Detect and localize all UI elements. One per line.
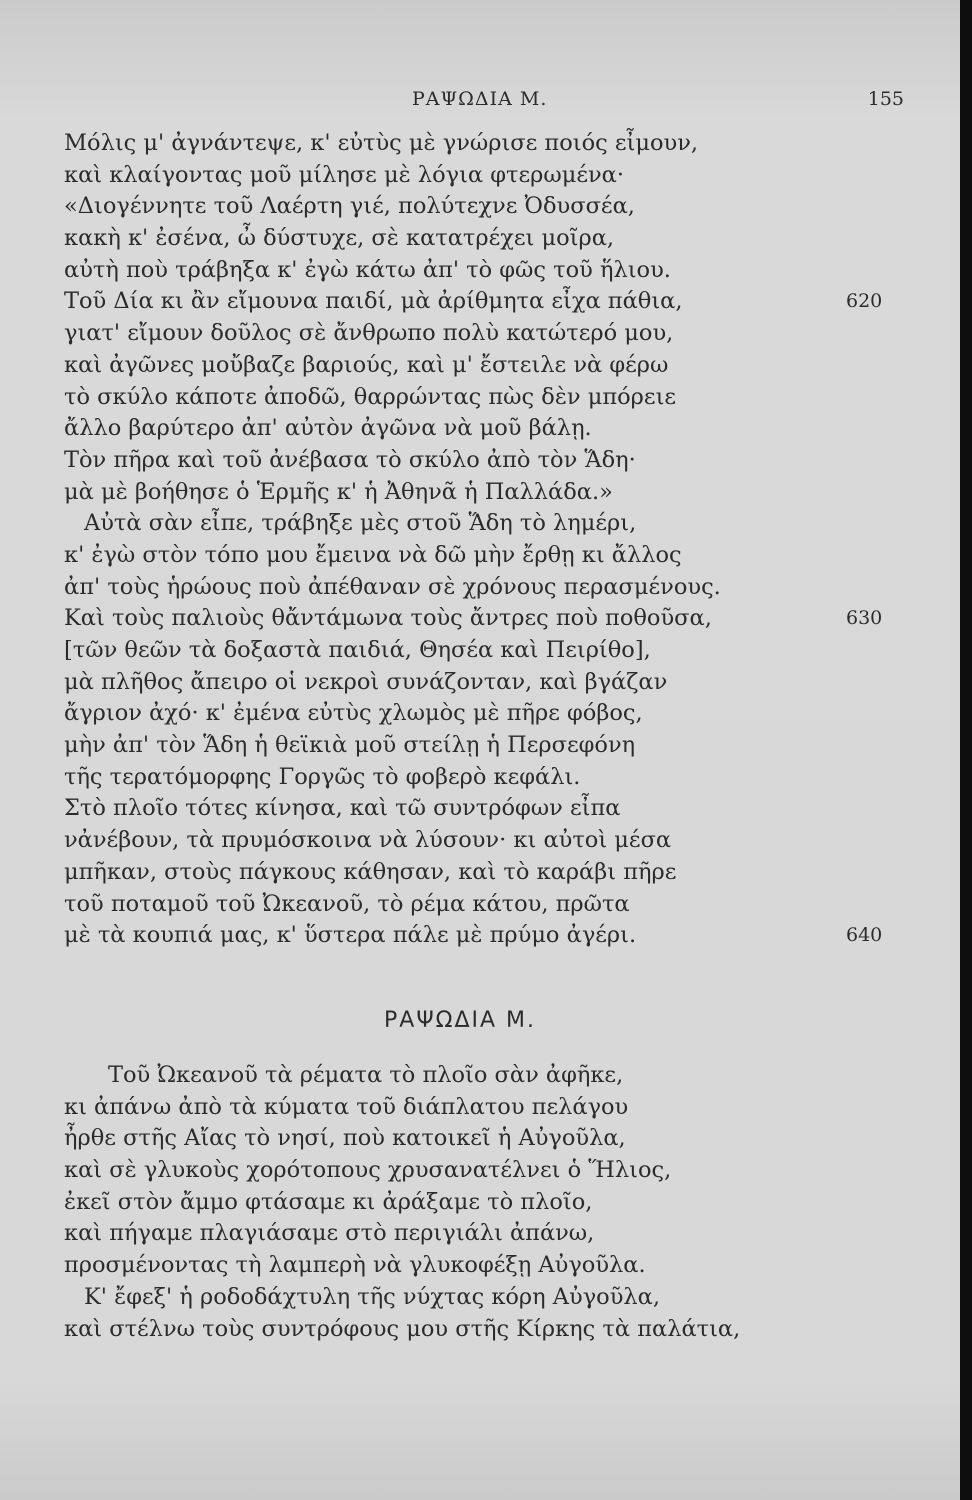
verse-line xyxy=(64,382,824,414)
verse-line xyxy=(64,730,824,762)
verse-text: μὴν ἀπ' τὸν Ἅδη ἡ θεϊκιὰ μοῦ στείλῃ ἡ Περσεφόνη xyxy=(64,732,636,759)
verse-text: «Διογέννητε τοῦ Λαέρτη γιέ, πολύτεχνε Ὀδυσσέα, xyxy=(64,193,635,220)
verse-line xyxy=(64,160,824,192)
verse-text: Κ' ἔφεξ' ἡ ροδοδάχτυλη τῆς νύχτας κόρη Αὐγοῦλα, xyxy=(84,1283,660,1310)
verse-text: κι ἀπάνω ἀπὸ τὰ κύματα τοῦ διάπλατου πελάγου xyxy=(64,1093,629,1120)
verse-text: καὶ σὲ γλυκοὺς χορότοπους χρυσανατέλνει ὁ Ἥλιος, xyxy=(64,1157,672,1184)
verse-line xyxy=(64,1155,824,1187)
verse-line xyxy=(64,255,824,287)
verse-text: ἄγριον ἀχό· κ' ἐμένα εὐτὺς χλωμὸς μὲ πῆρε φόβος, xyxy=(64,700,643,727)
verse-line xyxy=(64,667,824,699)
verse-line xyxy=(64,1250,824,1282)
verse-text: Τοῦ Ὠκεανοῦ τὰ ρέματα τὸ πλοῖο σὰν ἀφῆκε, xyxy=(108,1062,624,1088)
verse-text: Μόλις μ' ἀγνάντεψε, κ' εὐτὺς μὲ γνώρισε ποιός εἶμουν, xyxy=(64,130,699,156)
verse-line xyxy=(64,1187,824,1219)
page-edge-shadow xyxy=(960,0,972,1500)
verse-line xyxy=(64,350,824,382)
verse-line xyxy=(64,825,824,857)
verse-line xyxy=(64,572,824,604)
verse-text: μὰ μὲ βοήθησε ὁ Ἑρμῆς κ' ἡ Ἀθηνᾶ ἡ Παλλάδα.» xyxy=(64,478,613,505)
verse-line xyxy=(64,635,824,667)
verse-text: αὐτὴ ποὺ τράβηξα κ' ἐγὼ κάτω ἀπ' τὸ φῶς τοῦ ἥλιου. xyxy=(64,256,671,283)
verse-text: καὶ κλαίγοντας μοῦ μίλησε μὲ λόγια φτερωμένα· xyxy=(64,161,624,188)
verse-line xyxy=(64,477,824,509)
verse-line xyxy=(64,920,883,952)
verse-line xyxy=(64,762,824,794)
verse-text: τὸ σκύλο κάποτε ἀποδῶ, θαρρώντας πὼς δὲν μπόρειε xyxy=(64,383,677,410)
verse-block-end-of-book-11 xyxy=(64,128,883,952)
verse-text: ἐκεῖ στὸν ἄμμο φτάσαμε κι ἀράξαμε τὸ πλοῖο, xyxy=(64,1188,593,1215)
verse-line xyxy=(64,223,824,255)
verse-text: μπῆκαν, στοὺς πάγκους κάθησαν, καὶ τὸ καράβι πῆρε xyxy=(64,858,677,885)
verse-text: προσμένοντας τὴ λαμπερὴ νὰ γλυκοφέξῃ Αὐγοῦλα. xyxy=(64,1252,646,1279)
verse-line xyxy=(64,857,824,889)
verse-text: κακὴ κ' ἐσένα, ὦ δύστυχε, σὲ κατατρέχει μοῖρα, xyxy=(64,225,615,252)
running-title: ΡΑΨΩΔΙΑ Μ. xyxy=(412,88,548,110)
verse-line xyxy=(64,286,883,318)
verse-text: μὲ τὰ κουπιά μας, κ' ὕστερα πάλε μὲ πρύμο ἀγέρι. xyxy=(64,922,637,949)
verse-text: καὶ πήγαμε πλαγιάσαμε στὸ περιγιάλι ἀπάνω, xyxy=(64,1220,595,1247)
verse-text: καὶ ἀγῶνες μοὔβαζε βαριούς, καὶ μ' ἔστειλε νὰ φέρω xyxy=(64,351,669,378)
verse-text: μὰ πλῆθος ἄπειρο οἱ νεκροὶ συνάζονταν, καὶ βγάζαν xyxy=(64,668,668,695)
verse-text: κ' ἐγὼ στὸν τόπο μου ἔμεινα νὰ δῶ μὴν ἔρθῃ κι ἄλλος xyxy=(64,541,682,568)
verse-line xyxy=(64,1123,824,1155)
verse-line xyxy=(64,540,824,572)
running-head xyxy=(0,88,960,118)
verse-text: [τῶν θεῶν τὰ δοξαστὰ παιδιά, Θησέα καὶ Πειρίθο], xyxy=(64,637,651,663)
verse-line xyxy=(64,191,824,223)
verse-text: ἦρθε στῆς Αἴας τὸ νησί, ποὺ κατοικεῖ ἡ Αὐγοῦλα, xyxy=(64,1125,626,1152)
verse-line xyxy=(64,1314,824,1346)
verse-text: γιατ' εἴμουν δοῦλος σὲ ἄνθρωπο πολὺ κατώτερό μου, xyxy=(64,320,674,347)
verse-line xyxy=(64,1218,824,1250)
verse-line xyxy=(64,603,883,635)
section-title: ΡΑΨΩΔΙΑ Μ. xyxy=(384,1008,536,1033)
verse-line xyxy=(64,1092,824,1124)
verse-text: Τοῦ Δία κι ἂν εἴμουνα παιδί, μὰ ἀρίθμητα εἶχα πάθια, xyxy=(64,288,683,315)
verse-line xyxy=(64,1282,824,1314)
line-number: 640 xyxy=(846,924,883,947)
verse-line xyxy=(64,413,824,445)
verse-text: Στὸ πλοῖο τότες κίνησα, καὶ τῶ συντρόφων εἶπα xyxy=(64,795,621,822)
verse-line xyxy=(64,318,824,350)
line-number: 630 xyxy=(846,607,883,630)
verse-text: τῆς τερατόμορφης Γοργῶς τὸ φοβερὸ κεφάλι. xyxy=(64,763,581,790)
page-number: 155 xyxy=(867,88,904,110)
verse-line xyxy=(64,889,824,921)
verse-line xyxy=(64,508,824,540)
line-number: 620 xyxy=(846,290,883,313)
verse-line xyxy=(64,793,824,825)
verse-text: Αὐτὰ σὰν εἶπε, τράβηξε μὲς στοῦ Ἅδη τὸ λημέρι, xyxy=(84,510,637,537)
verse-text: ἀπ' τοὺς ἡρώους ποὺ ἀπέθαναν σὲ χρόνους περασμένους. xyxy=(64,573,721,600)
verse-line xyxy=(64,698,824,730)
verse-line xyxy=(64,445,824,477)
verse-block-book-12 xyxy=(64,1060,824,1345)
verse-text: νἀνέβουν, τὰ πρυμόσκοινα νὰ λύσουν· κι αὐτοὶ μέσα xyxy=(64,827,672,854)
verse-text: τοῦ ποταμοῦ τοῦ Ὠκεανοῦ, τὸ ρέμα κάτου, πρῶτα xyxy=(64,890,630,917)
verse-text: Τὸν πῆρα καὶ τοῦ ἀνέβασα τὸ σκύλο ἀπὸ τὸν Ἅδη· xyxy=(64,446,636,473)
verse-text: ἄλλο βαρύτερο ἀπ' αὐτὸν ἀγῶνα νὰ μοῦ βάλῃ. xyxy=(64,415,592,442)
verse-line xyxy=(64,1060,824,1092)
verse-text: Καὶ τοὺς παλιοὺς θἄντάμωνα τοὺς ἄντρες ποὺ ποθοῦσα, xyxy=(64,605,712,632)
verse-line xyxy=(64,128,824,160)
verse-text: καὶ στέλνω τοὺς συντρόφους μου στῆς Κίρκης τὰ παλάτια, xyxy=(64,1315,741,1342)
